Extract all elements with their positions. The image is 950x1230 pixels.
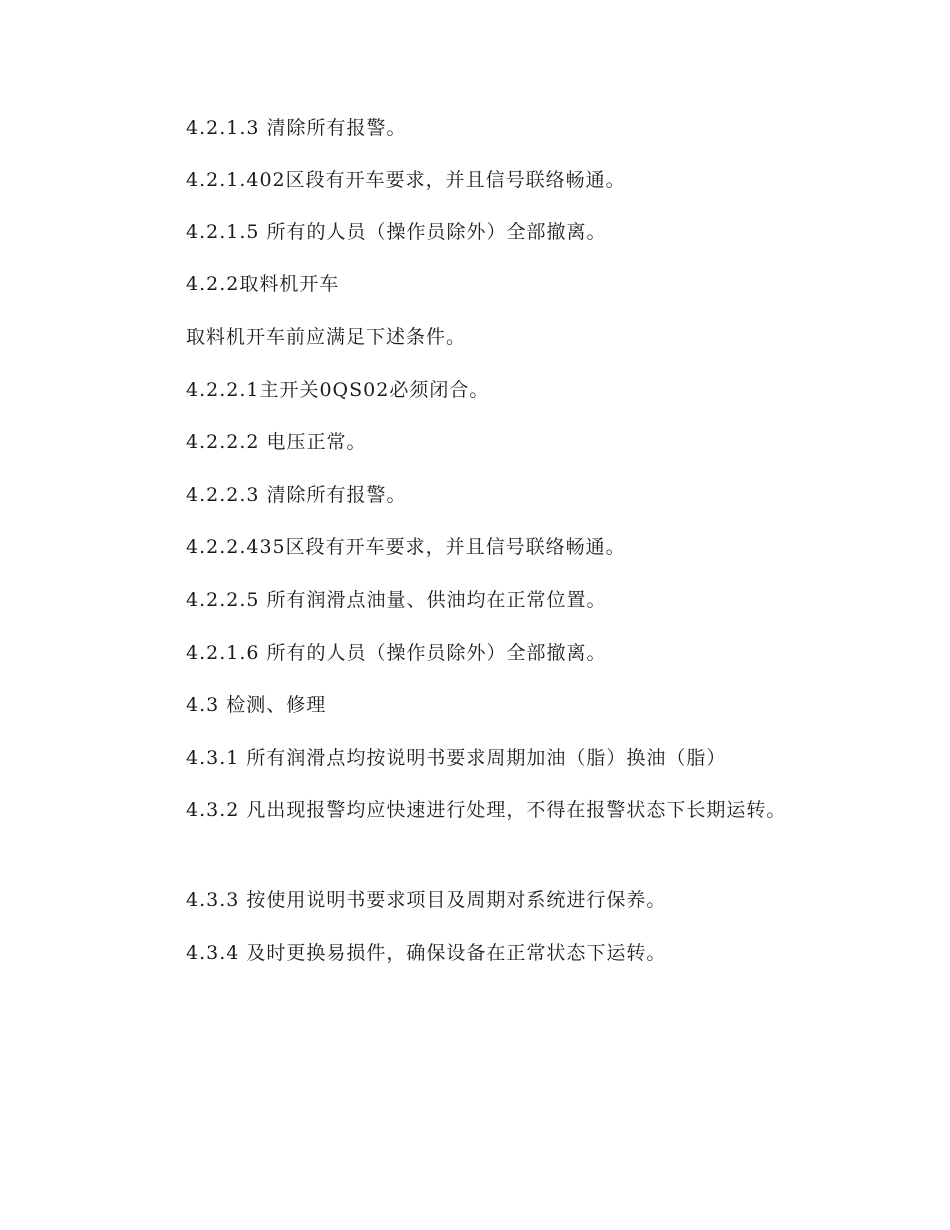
paragraph-reclaimer-conditions: 取料机开车前应满足下述条件。 xyxy=(186,326,467,348)
heading-4-2-2: 4.2.2取料机开车 xyxy=(186,273,340,295)
paragraph-4-2-1-4: 4.2.1.402区段有开车要求，并且信号联络畅通。 xyxy=(186,169,626,191)
heading-4-3: 4.3 检测、修理 xyxy=(186,694,327,716)
paragraph-4-2-2-2: 4.2.2.2 电压正常。 xyxy=(186,431,367,453)
paragraph-4-2-2-1: 4.2.2.1主开关0QS02必须闭合。 xyxy=(186,379,490,401)
paragraph-4-2-1-5: 4.2.1.5 所有的人员（操作员除外）全部撤离。 xyxy=(186,221,607,243)
paragraph-4-2-1-3: 4.2.1.3 清除所有报警。 xyxy=(186,117,407,139)
paragraph-4-2-2-5: 4.2.2.5 所有润滑点油量、供油均在正常位置。 xyxy=(186,589,607,611)
paragraph-4-2-2-3: 4.2.2.3 清除所有报警。 xyxy=(186,484,407,506)
paragraph-4-3-2: 4.3.2 凡出现报警均应快速进行处理，不得在报警状态下长期运转。 xyxy=(186,799,787,821)
paragraph-4-2-1-6: 4.2.1.6 所有的人员（操作员除外）全部撤离。 xyxy=(186,642,607,664)
paragraph-4-2-2-4: 4.2.2.435区段有开车要求，并且信号联络畅通。 xyxy=(186,536,626,558)
paragraph-4-3-1: 4.3.1 所有润滑点均按说明书要求周期加油（脂）换油（脂） xyxy=(186,747,727,769)
paragraph-4-3-3: 4.3.3 按使用说明书要求项目及周期对系统进行保养。 xyxy=(186,889,667,911)
paragraph-4-3-4: 4.3.4 及时更换易损件，确保设备在正常状态下运转。 xyxy=(186,942,667,964)
